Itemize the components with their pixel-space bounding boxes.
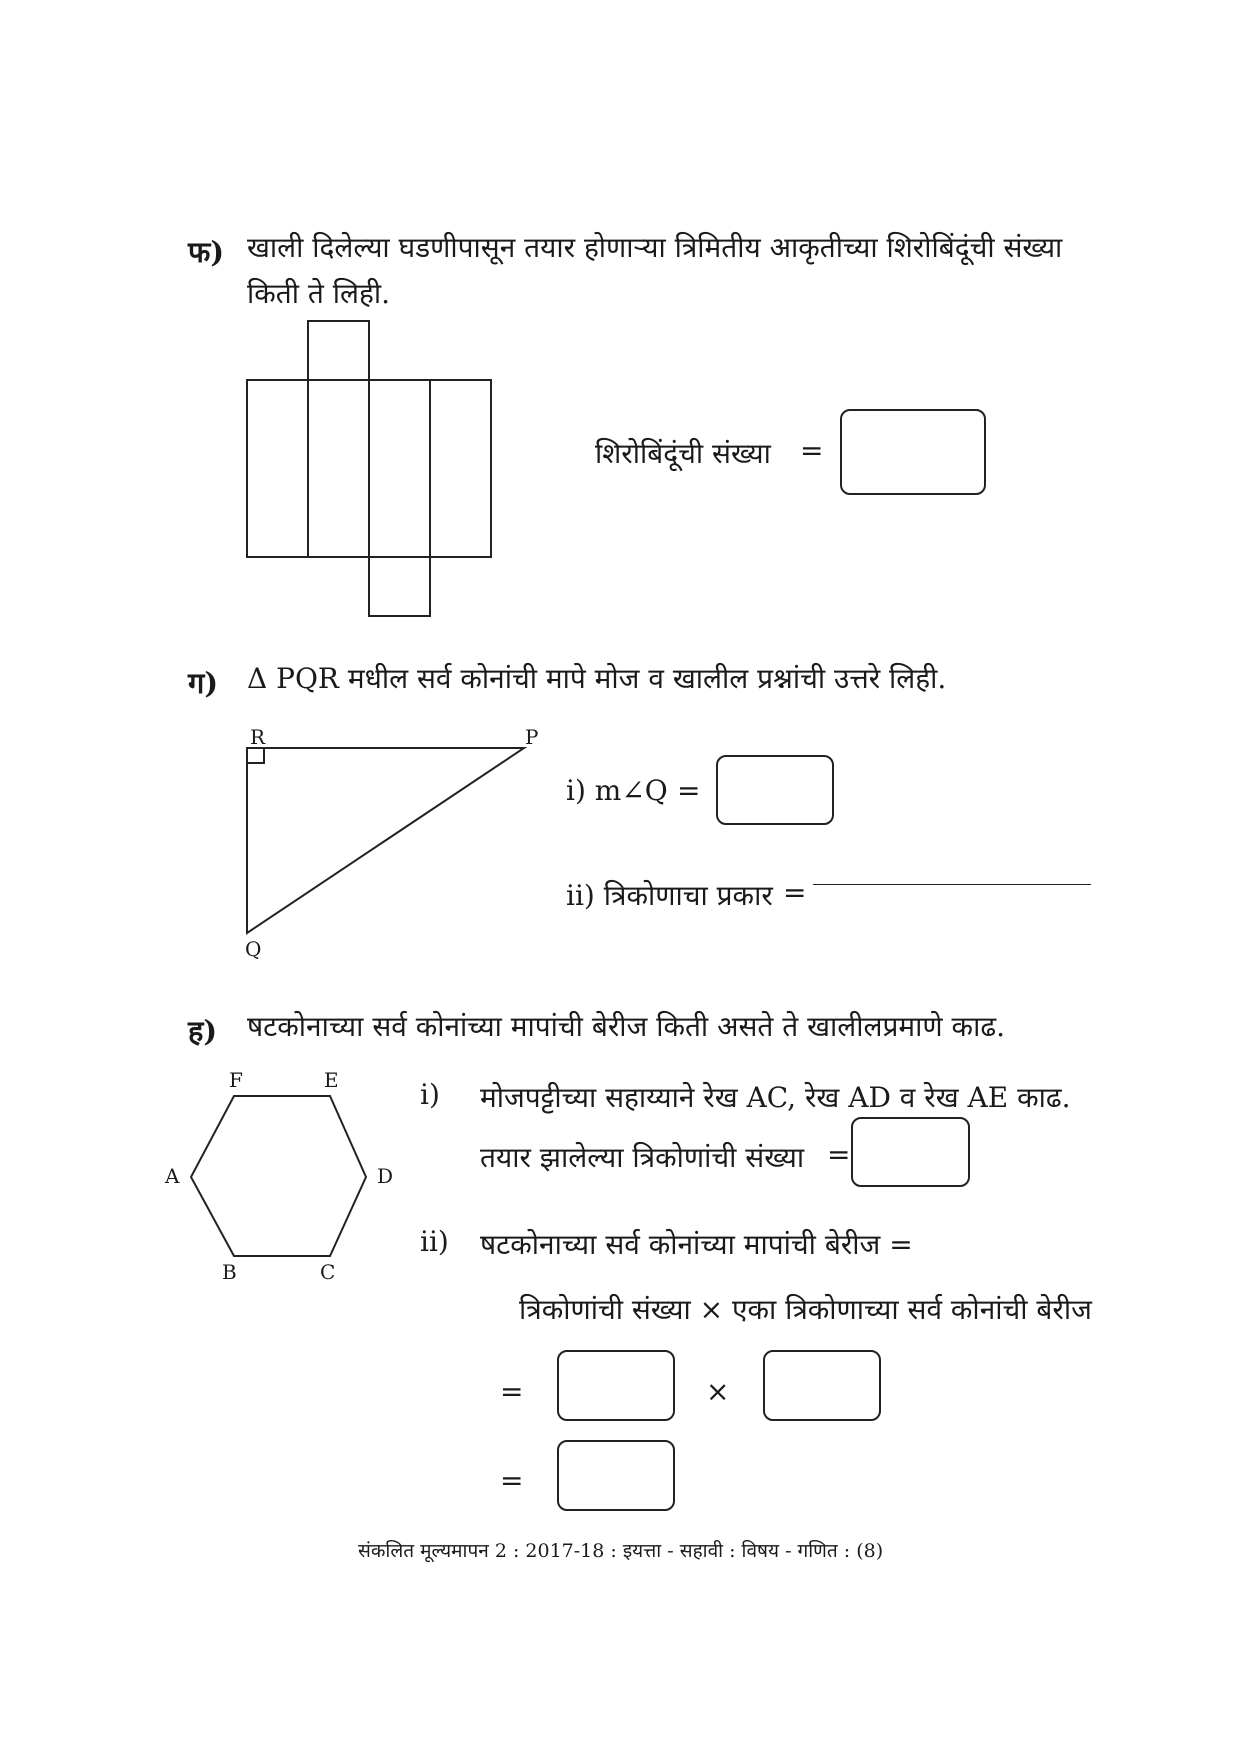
triangle-type-answer-line[interactable] bbox=[813, 884, 1091, 885]
step-1-number: i) bbox=[420, 1078, 440, 1111]
vertex-label-q: Q bbox=[245, 937, 262, 961]
vertex-label-c: C bbox=[320, 1260, 336, 1284]
right-angle-marker bbox=[247, 748, 264, 763]
net-face-1 bbox=[247, 380, 308, 557]
step-1-instruction: मोजपट्टीच्या सहाय्याने रेख AC, रेख AD व रेख AE काढ. bbox=[480, 1081, 1071, 1114]
triangle-pqr-figure bbox=[240, 740, 540, 940]
equals-sign: = bbox=[783, 876, 807, 909]
hexagon-abcdef bbox=[191, 1096, 366, 1256]
vertex-label-f: F bbox=[229, 1068, 243, 1092]
vertex-label-p: P bbox=[525, 725, 539, 749]
net-top-face bbox=[308, 321, 369, 380]
equals-sign: = bbox=[827, 1138, 851, 1171]
vertex-label-e: E bbox=[324, 1068, 339, 1092]
question-text-g: Δ PQR मधील सर्व कोनांची मापे मोज व खालील प्रश्नांची उत्तरे लिही. bbox=[247, 662, 947, 695]
vertices-count-label: शिरोबिंदूंची संख्या bbox=[595, 437, 771, 470]
equals-sign: = bbox=[500, 1375, 524, 1408]
vertex-label-b: B bbox=[222, 1260, 237, 1284]
vertex-label-a: A bbox=[165, 1164, 180, 1188]
angle-q-label: i) m∠Q bbox=[566, 774, 668, 807]
question-text-f: खाली दिलेल्या घडणीपासून तयार होणाऱ्या त्रिमितीय आकृतीच्या शिरोबिंदूंची संख्या किती ते लिही. bbox=[247, 231, 1063, 310]
equals-sign: = bbox=[677, 774, 701, 807]
triangle-pqr bbox=[247, 748, 524, 933]
triangle-type-label: ii) त्रिकोणाचा प्रकार bbox=[566, 879, 773, 912]
multiplier-answer-box[interactable] bbox=[763, 1350, 881, 1421]
question-text-h: षटकोनाच्या सर्व कोनांच्या मापांची बेरीज किती असते ते खालीलप्रमाणे काढ. bbox=[247, 1010, 1005, 1043]
net-face-3 bbox=[369, 380, 430, 557]
equals-sign: = bbox=[800, 434, 824, 467]
net-face-2 bbox=[308, 380, 369, 557]
vertices-answer-box[interactable] bbox=[840, 409, 986, 495]
step-2-statement: षटकोनाच्या सर्व कोनांच्या मापांची बेरीज = bbox=[480, 1228, 913, 1261]
page-footer: संकलित मूल्यमापन 2 : 2017-18 : इयत्ता - सहावी : विषय - गणित : (8) bbox=[358, 1540, 884, 1562]
times-sign: × bbox=[706, 1375, 730, 1408]
triangle-count-answer-box[interactable] bbox=[851, 1117, 970, 1187]
vertex-label-d: D bbox=[377, 1164, 394, 1188]
question-label-h: ह) bbox=[188, 1014, 218, 1048]
step-2-number: ii) bbox=[420, 1225, 449, 1258]
net-face-4 bbox=[430, 380, 491, 557]
angle-q-answer-box[interactable] bbox=[716, 755, 834, 825]
vertex-label-r: R bbox=[250, 725, 266, 749]
angle-sum-answer-box[interactable] bbox=[557, 1440, 675, 1511]
triangle-count-label: तयार झालेल्या त्रिकोणांची संख्या bbox=[480, 1141, 805, 1174]
equals-sign: = bbox=[500, 1464, 524, 1497]
hexagon-figure bbox=[182, 1085, 382, 1255]
question-label-g: ग) bbox=[188, 666, 219, 700]
step-2-formula: त्रिकोणांची संख्या × एका त्रिकोणाच्या सर्व कोनांची बेरीज bbox=[519, 1293, 1092, 1326]
multiplicand-answer-box[interactable] bbox=[557, 1350, 675, 1421]
net-bottom-face bbox=[369, 557, 430, 616]
question-label-f: फ) bbox=[188, 235, 225, 269]
cuboid-net-figure bbox=[244, 318, 504, 618]
